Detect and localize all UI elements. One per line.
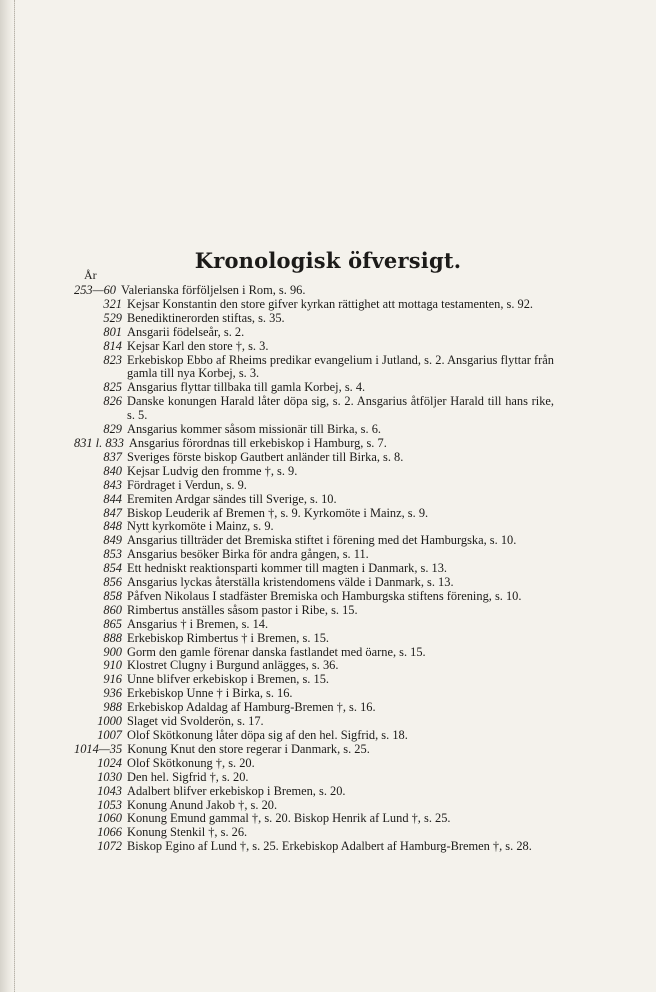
entry-text: Konung Stenkil †, s. 26. — [127, 825, 248, 840]
chronology-entry — [74, 312, 554, 326]
chronology-entry — [74, 659, 554, 673]
chronology-entry — [74, 465, 554, 479]
chronology-entry — [74, 729, 554, 743]
entry-text: Rimbertus anställes såsom pastor i Ribe, s. 15. — [127, 602, 358, 617]
entry-text: Ansgarius lyckas återställa kristendomens välde i Danmark, s. 13. — [127, 575, 454, 590]
entry-text: Klostret Clugny i Burgund anlägges, s. 36. — [127, 658, 339, 673]
chronology-entry — [74, 812, 554, 826]
entry-year: 858 — [103, 588, 122, 603]
entry-text: Slaget vid Svolderön, s. 17. — [127, 714, 264, 729]
entry-year: 865 — [103, 616, 122, 631]
entry-year: 1066 — [97, 825, 122, 840]
entry-year: 849 — [103, 533, 122, 548]
chronology-entry — [74, 646, 554, 660]
entry-text: Kejsar Ludvig den fromme †, s. 9. — [127, 463, 298, 478]
chronology-entry — [74, 493, 554, 507]
entry-year: 1014—35 — [74, 741, 123, 756]
entry-year: 253—60 — [74, 283, 116, 297]
entry-text: Konung Knut den store regerar i Danmark, s. 25. — [127, 741, 370, 756]
entry-text: Eremiten Ardgar sändes till Sverige, s. 10. — [127, 491, 337, 506]
entry-text: Ansgarius † i Bremen, s. 14. — [127, 616, 269, 631]
chronology-entry — [74, 298, 554, 312]
entry-year: 829 — [103, 422, 122, 437]
entry-text: Gorm den gamle förenar danska fastlandet med öarne, s. 15. — [127, 644, 426, 659]
entry-year: 888 — [103, 630, 122, 645]
chronology-entry — [74, 785, 554, 799]
entry-text: Ett hedniskt reaktionsparti kommer till magten i Danmark, s. 13. — [127, 561, 448, 576]
chronology-entry — [74, 520, 554, 534]
entry-text: Erkebiskop Unne † i Birka, s. 16. — [127, 686, 293, 701]
chronology-entry — [74, 562, 554, 576]
chronology-entry — [74, 395, 554, 423]
entry-year: 1000 — [97, 714, 122, 729]
entry-year: 1024 — [97, 755, 122, 770]
entry-text: Biskop Egino af Lund †, s. 25. Erkebiskop Adalbert af Hamburg-Bremen †, s. 28. — [127, 839, 532, 854]
chronology-entry — [74, 632, 554, 646]
entry-year: 529 — [103, 310, 122, 325]
entry-text: Erkebiskop Ebbo af Rheims predikar evangelium i Jutland, s. 2. Ansgarius flyttar från gamla till nya Korbej, s. 3. — [127, 352, 554, 381]
entry-year: 843 — [103, 477, 122, 492]
chronology-entry — [74, 354, 554, 382]
entry-text: Den hel. Sigfrid †, s. 20. — [127, 769, 249, 784]
chronology-entry — [74, 799, 554, 813]
entry-text: Konung Emund gammal †, s. 20. Biskop Henrik af Lund †, s. 25. — [127, 811, 451, 826]
chronology-entry — [74, 326, 554, 340]
chronology-entry — [74, 451, 554, 465]
entry-text: Adalbert blifver erkebiskop i Bremen, s. 20. — [127, 783, 346, 798]
entry-text: Erkebiskop Adaldag af Hamburg-Bremen †, s. 16. — [127, 700, 376, 715]
entry-year: 814 — [103, 338, 122, 353]
chronology-entry — [74, 604, 554, 618]
chronology-entry — [74, 673, 554, 687]
entry-text: Ansgarius flyttar tillbaka till gamla Korbej, s. 4. — [127, 380, 366, 395]
entry-text: Ansgarii födelseår, s. 2. — [127, 324, 245, 339]
chronology-entry — [74, 715, 554, 729]
entry-year: 831 l. 833 — [74, 435, 124, 450]
entry-text: Konung Anund Jakob †, s. 20. — [127, 797, 278, 812]
entry-text: Påfven Nikolaus I stadfäster Bremiska och Hamburgska stiftens förening, s. 10. — [127, 588, 522, 603]
entry-year: 801 — [103, 324, 122, 339]
chronology-entry — [74, 479, 554, 493]
chronology-entry — [74, 576, 554, 590]
entry-year: 1043 — [97, 783, 122, 798]
page-title: Kronologisk öfversigt. — [194, 248, 462, 273]
chronology-entry — [74, 687, 554, 701]
entry-year: 916 — [103, 672, 122, 687]
entry-year: 988 — [103, 700, 122, 715]
chronology-entry — [74, 437, 554, 451]
chronology-entry — [74, 284, 554, 298]
entry-text: Ansgarius förordnas till erkebiskop i Hamburg, s. 7. — [128, 435, 387, 450]
entry-year: 856 — [103, 575, 122, 590]
entry-year: 840 — [103, 463, 122, 478]
entry-text: Unne blifver erkebiskop i Bremen, s. 15. — [127, 672, 329, 687]
entry-year: 847 — [103, 505, 122, 520]
chronology-entry — [74, 507, 554, 521]
chronology-entry — [74, 840, 554, 854]
chronology-entry — [74, 826, 554, 840]
entry-year: 848 — [103, 519, 122, 534]
entry-text: Kejsar Konstantin den store gifver kyrkan rättighet att mottaga testamenten, s. 92. — [127, 296, 534, 311]
entry-year: 900 — [103, 644, 122, 659]
entry-text: Olof Skötkonung †, s. 20. — [127, 755, 255, 770]
chronology-entry — [74, 701, 554, 715]
entry-year: 1060 — [97, 811, 122, 826]
entry-text: Ansgarius tillträder det Bremiska stiftet i förening med det Hamburgska, s. 10. — [127, 533, 517, 548]
chronology-entry — [74, 423, 554, 437]
chronology-entry — [74, 771, 554, 785]
entry-text: Danske konungen Harald låter döpa sig, s. 2. Ansgarius åtföljer Harald till hans rike, s. 5. — [127, 394, 554, 423]
entry-text: Valerianska förföljelsen i Rom, s. 96. — [121, 283, 306, 297]
entry-year: 837 — [103, 449, 122, 464]
page-binding-edge — [0, 0, 15, 992]
entry-year: 1030 — [97, 769, 122, 784]
entry-year: 1072 — [97, 839, 122, 854]
entry-text: Ansgarius kommer såsom missionär till Birka, s. 6. — [127, 422, 381, 437]
year-column-header: År — [84, 268, 97, 282]
entry-text: Erkebiskop Rimbertus † i Bremen, s. 15. — [127, 630, 330, 645]
chronology-entry — [74, 340, 554, 354]
chronology-entry — [74, 534, 554, 548]
entry-text: Kejsar Karl den store †, s. 3. — [127, 338, 269, 353]
entry-year: 844 — [103, 491, 122, 506]
entry-text: Sveriges förste biskop Gautbert anländer till Birka, s. 8. — [127, 449, 404, 464]
chronology-entry — [74, 757, 554, 771]
entry-text: Ansgarius besöker Birka för andra gången, s. 11. — [127, 547, 369, 562]
entry-year: 823 — [103, 352, 122, 367]
entry-year: 854 — [103, 561, 122, 576]
entry-year: 826 — [103, 394, 122, 409]
entry-year: 910 — [103, 658, 122, 673]
entry-year: 1007 — [97, 728, 122, 742]
entry-year: 321 — [103, 296, 122, 311]
entry-year: 936 — [103, 686, 122, 701]
entry-text: Biskop Leuderik af Bremen †, s. 9. Kyrkomöte i Mainz, s. 9. — [127, 505, 429, 520]
chronology-entry — [74, 590, 554, 604]
chronology-entry — [74, 381, 554, 395]
chronology-list — [74, 284, 554, 854]
entry-text: Olof Skötkonung låter döpa sig af den hel. Sigfrid, s. 18. — [127, 728, 408, 742]
entry-year: 853 — [103, 547, 122, 562]
chronology-entry — [74, 743, 554, 757]
entry-text: Nytt kyrkomöte i Mainz, s. 9. — [127, 519, 274, 534]
entry-text: Benediktinerorden stiftas, s. 35. — [127, 310, 285, 325]
entry-text: Fördraget i Verdun, s. 9. — [127, 477, 247, 492]
entry-year: 825 — [103, 380, 122, 395]
chronology-entry — [74, 618, 554, 632]
entry-year: 860 — [103, 602, 122, 617]
entry-year: 1053 — [97, 797, 122, 812]
chronology-entry — [74, 548, 554, 562]
